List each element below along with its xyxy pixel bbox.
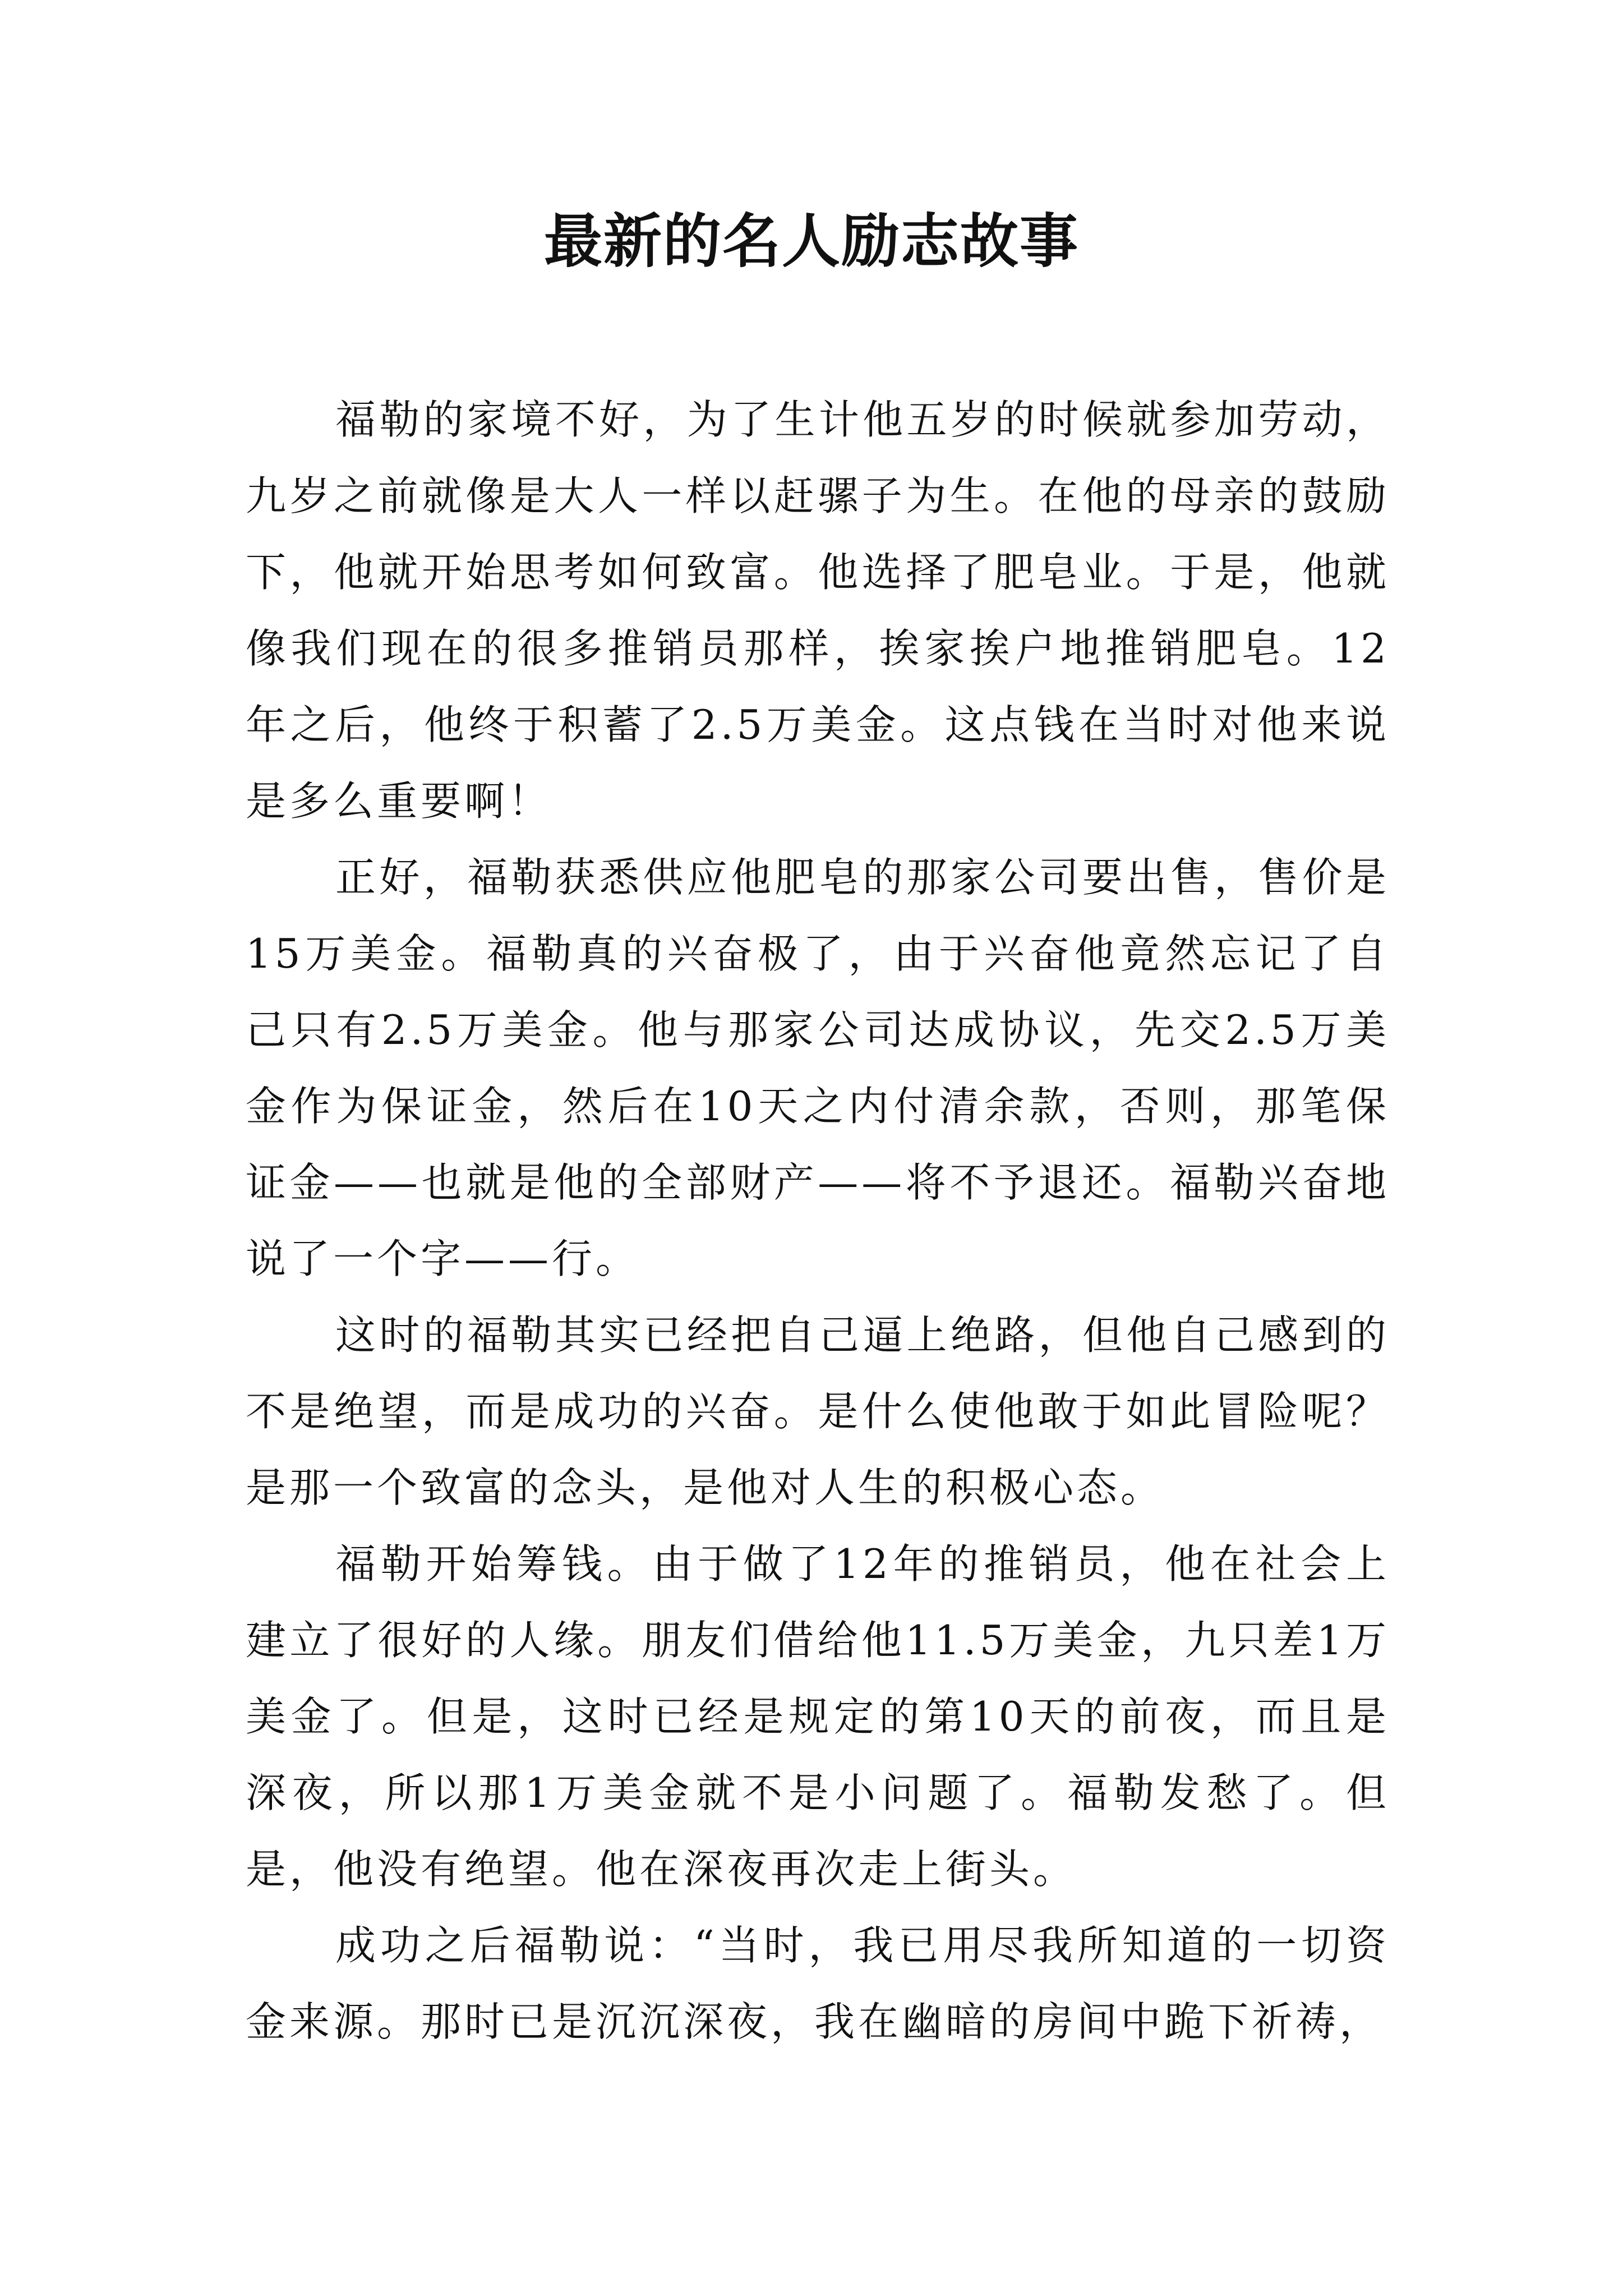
paragraph-3: 这时的福勒其实已经把自己逼上绝路，但他自己感到的不是绝望，而是成功的兴奋。是什么使他敢于如此冒险呢？是那一个致富的念头，是他对人生的积极心态。: [246, 1312, 1390, 1511]
paragraph-4: 福勒开始筹钱。由于做了12年的推销员，他在社会上建立了很好的人缘。朋友们借给他11.5万美金，九只差1万美金了。但是，这时已经是规定的第10天的前夜，而且是深夜，所以那1万美金就不是小问题了。福勒发愁了。但是，他没有绝望。他在深夜再次走上街头。: [246, 1540, 1390, 1893]
paragraph-5: 成功之后福勒说：“当时，我已用尽我所知道的一切资金来源。那时已是沉沉深夜，我在幽暗的房间中跪下祈祷，: [246, 1922, 1390, 2045]
document-title: 最新的名人励志故事: [543, 206, 1079, 275]
document-body: [246, 381, 1390, 2060]
paragraph-2: 正好，福勒获悉供应他肥皂的那家公司要出售，售价是15万美金。福勒真的兴奋极了，由于兴奋他竟然忘记了自己只有2.5万美金。他与那家公司达成协议，先交2.5万美金作为保证金，然后在10天之内付清余款，否则，那笔保证金——也就是他的全部财产——将不予退还。福勒兴奋地说了一个字——行。: [246, 854, 1390, 1282]
paragraph-1: 福勒的家境不好，为了生计他五岁的时候就参加劳动，九岁之前就像是大人一样以赶骡子为生。在他的母亲的鼓励下，他就开始思考如何致富。他选择了肥皂业。于是，他就像我们现在的很多推销员那样，挨家挨户地推销肥皂。12年之后，他终于积蓄了2.5万美金。这点钱在当时对他来说是多么重要啊！: [246, 396, 1390, 825]
